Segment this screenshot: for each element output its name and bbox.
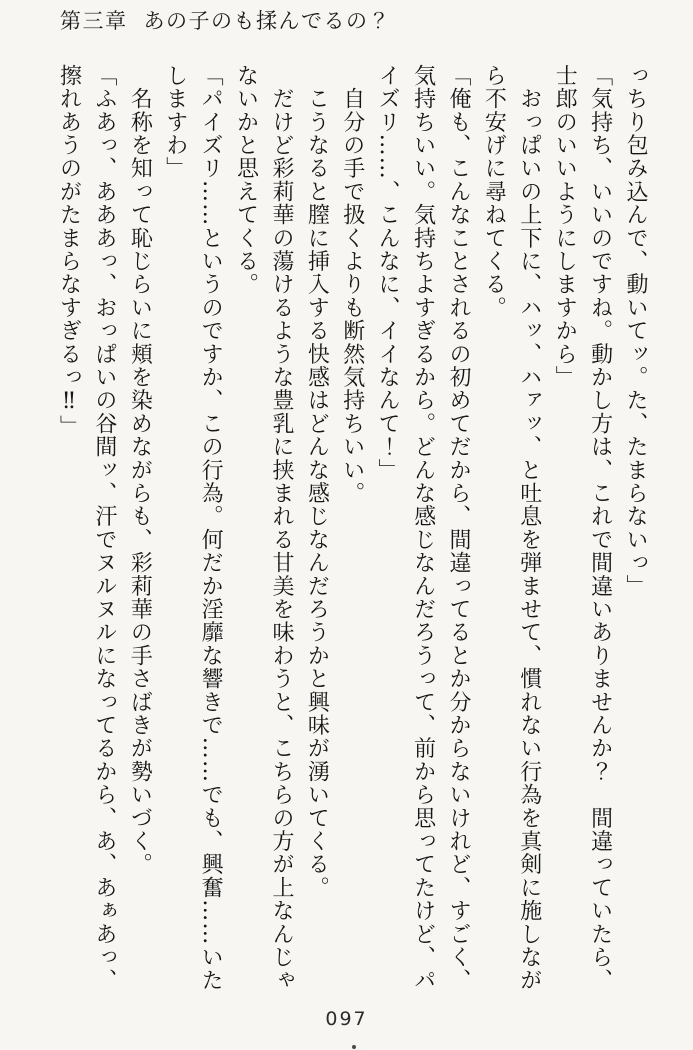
chapter-number: 第三章 bbox=[60, 9, 128, 33]
text-column-15: 名称を知って恥じらいに頬を染めながらも、彩莉華の手さばきが勢いづく。 bbox=[127, 64, 153, 876]
text-column-17: 擦れあうのがたまらなすぎるっ‼」 bbox=[56, 64, 82, 439]
text-column-2: 「気持ち、いいのですね。動かし方は、これで間違いありませんか？ 間違っていたら、 bbox=[587, 64, 613, 992]
text-column-1: っちり包み込んで、動いてッ。た、たまらないっ」 bbox=[623, 64, 648, 598]
page-number: 097 bbox=[325, 1008, 368, 1030]
chapter-title: あの子のも揉んでるの？ bbox=[143, 9, 391, 33]
body-text bbox=[51, 64, 653, 1008]
text-column-4: おっぱいの上下に、ハッ、ハァッ、と吐息を弾ませて、慣れない行為を真剣に施しなが bbox=[516, 64, 542, 992]
text-column-6: 「俺も、こんなことされるの初めてだから、間違ってるとか分からないけれど、すごく、 bbox=[445, 64, 471, 992]
text-column-5: ら不安げに尋ねてくる。 bbox=[481, 64, 507, 320]
text-column-14: しますわ」 bbox=[162, 64, 188, 180]
footer-dot bbox=[352, 1045, 356, 1049]
text-column-11: だけど彩莉華の蕩けるような豊乳に挟まれる甘美を味わうと、こちらの方が上なんじゃ bbox=[268, 64, 294, 992]
text-column-8: イズリ……、こんなに、イイなんて！」 bbox=[375, 64, 401, 482]
text-column-16: 「ふあっ、あああっ、おっぱいの谷間ッ、汗でヌルヌルになってるから、あ、あぁあっ、 bbox=[91, 64, 117, 992]
text-column-7: 気持ちいい。気持ちよすぎるから。どんな感じなんだろうって、前から思ってたけど、パ bbox=[410, 64, 436, 992]
text-column-13: 「パイズリ……というのですか、この行為。何だか淫靡な響きで……でも、興奮……いた bbox=[198, 64, 224, 993]
text-column-10: こうなると膣に挿入する快感はどんな感じなんだろうかと興味が湧いてくる。 bbox=[304, 64, 330, 900]
running-header bbox=[60, 8, 391, 34]
text-column-9: 自分の手で扱くよりも断然気持ちいい。 bbox=[339, 64, 365, 505]
text-column-12: ないかと思えてくる。 bbox=[233, 64, 259, 296]
text-column-3: 士郎のいいようにしますから」 bbox=[552, 64, 578, 389]
